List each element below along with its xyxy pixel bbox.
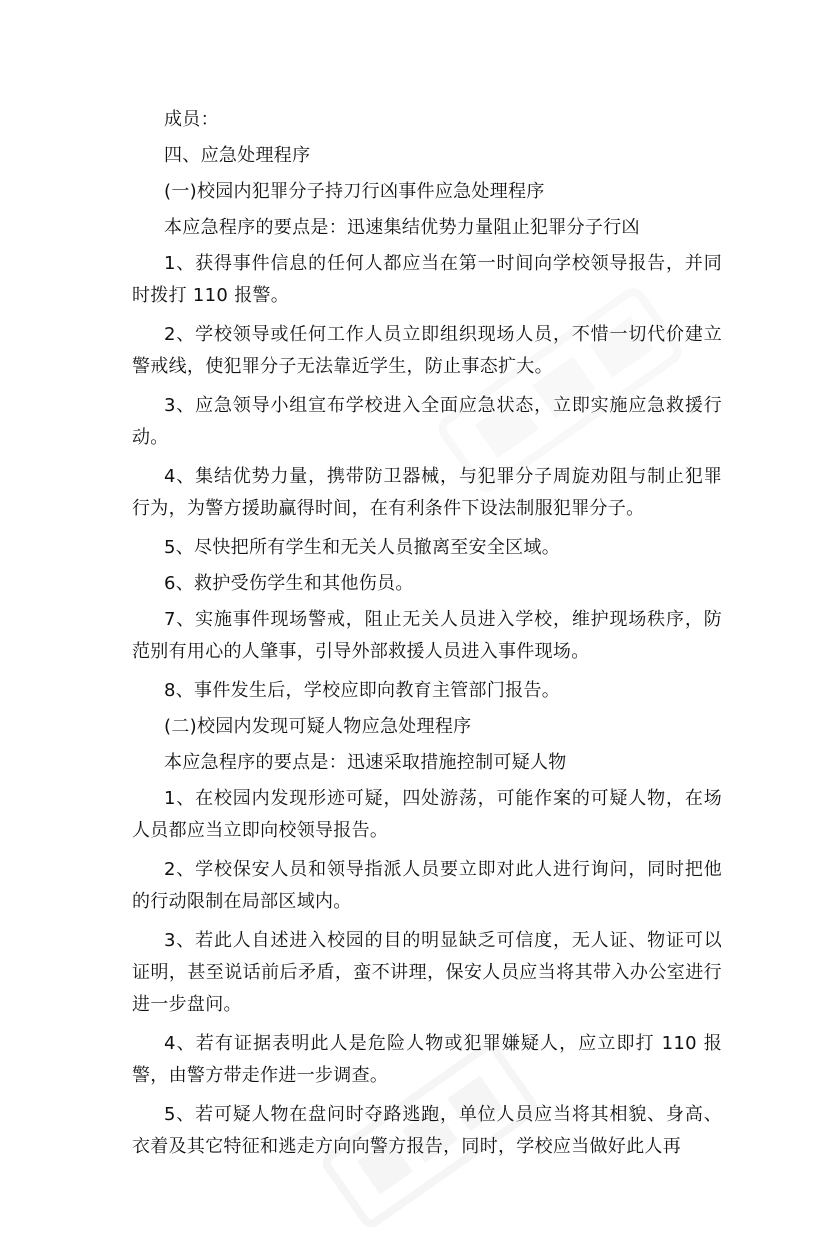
list-item: 1、在校园内发现形迹可疑，四处游荡，可能作案的可疑人物，在场人员都应当立即向校领导报告。 (132, 788, 722, 841)
list-item: 1、获得事件信息的任何人都应当在第一时间向学校领导报告，并同时拨打 110 报警。 (132, 253, 722, 306)
list-item: 4、集结优势力量，携带防卫器械，与犯罪分子周旋劝阻与制止犯罪行为，为警方援助赢得时间，在有利条件下设法制服犯罪分子。 (132, 466, 722, 519)
list-item: 5、尽快把所有学生和无关人员撤离至安全区域。 (164, 537, 561, 558)
list-item: 3、若此人自述进入校园的目的明显缺乏可信度，无人证、物证可以证明，甚至说话前后矛盾，蛮不讲理，保安人员应当将其带入办公室进行进一步盘问。 (132, 930, 722, 1015)
paragraph-key-point-2: 本应急程序的要点是：迅速采取措施控制可疑人物 (164, 752, 567, 773)
list-item: 6、救护受伤学生和其他伤员。 (164, 573, 414, 594)
paragraph-key-point-1: 本应急程序的要点是：迅速集结优势力量阻止犯罪分子行凶 (164, 217, 640, 238)
list-item: 2、学校领导或任何工作人员立即组织现场人员，不惜一切代价建立警戒线，使犯罪分子无法靠近学生，防止事态扩大。 (132, 324, 722, 377)
list-item: 2、学校保安人员和领导指派人员要立即对此人进行询问，同时把他的行动限制在局部区域内。 (132, 859, 722, 912)
list-item: 3、应急领导小组宣布学校进入全面应急状态，立即实施应急救援行动。 (132, 395, 722, 448)
paragraph-members: 成员： (164, 109, 219, 130)
section-heading-procedures: 四、应急处理程序 (164, 145, 311, 166)
list-item: 5、若可疑人物在盘问时夺路逃跑，单位人员应当将其相貌、身高、衣着及其它特征和逃走方向向警方报告，同时，学校应当做好此人再 (132, 1104, 722, 1157)
document-body (132, 104, 722, 1170)
subsection-heading-suspicious-person: (二)校园内发现可疑人物应急处理程序 (164, 716, 472, 737)
list-item: 4、若有证据表明此人是危险人物或犯罪嫌疑人，应立即打 110 报警，由警方带走作进一步调查。 (132, 1033, 722, 1086)
list-item: 8、事件发生后，学校应即向教育主管部门报告。 (164, 680, 561, 701)
subsection-heading-knife-attack: (一)校园内犯罪分子持刀行凶事件应急处理程序 (164, 181, 545, 202)
list-item: 7、实施事件现场警戒，阻止无关人员进入学校，维护现场秩序，防范别有用心的人肇事，引导外部救援人员进入事件现场。 (132, 609, 722, 662)
